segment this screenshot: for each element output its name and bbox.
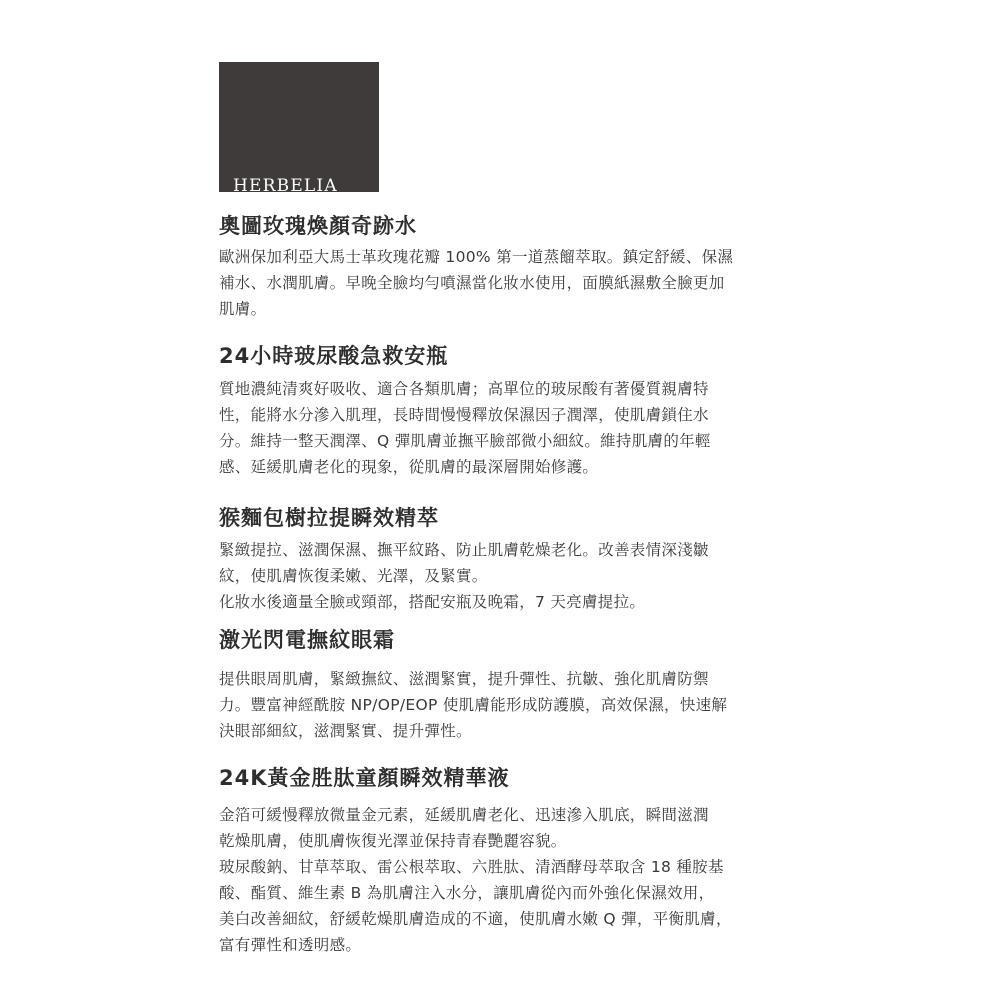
description-line: 紋，使肌膚恢復柔嫩、光澤，及緊實。 — [219, 567, 488, 585]
product-description — [219, 537, 809, 615]
description-line: 補水、水潤肌膚。早晚全臉均勻噴濕當化妝水使用，面膜紙濕敷全臉更加 — [219, 274, 725, 292]
product-description — [219, 802, 809, 958]
product-title: 奧圖玫瑰煥顏奇跡水 — [219, 214, 417, 238]
product-description — [219, 666, 809, 744]
description-line: 乾燥肌膚，使肌膚恢復光澤並保持青春艷麗容貌。 — [219, 832, 567, 850]
description-line: 提供眼周肌膚，緊緻撫紋、滋潤緊實，提升彈性、抗皺、強化肌膚防禦 — [219, 670, 709, 688]
product-description — [219, 376, 809, 480]
product-title: 激光閃電撫紋眼霜 — [219, 628, 395, 652]
description-line: 緊緻提拉、滋潤保濕、撫平紋路、防止肌膚乾燥老化。改善表情深淺皺 — [219, 541, 709, 559]
description-line: 酸、酯質、維生素 B 為肌膚注入水分，讓肌膚從內而外強化保濕效用， — [219, 884, 715, 902]
description-line: 質地濃純清爽好吸收、適合各類肌膚；高單位的玻尿酸有著優質親膚特 — [219, 380, 709, 398]
description-line: 歐洲保加利亞大馬士革玫瑰花瓣 100% 第一道蒸餾萃取。鎮定舒緩、保濕 — [219, 248, 734, 266]
description-line: 富有彈性和透明感。 — [219, 936, 362, 954]
product-section-gold-serum — [219, 764, 809, 958]
description-line: 感、延緩肌膚老化的現象，從肌膚的最深層開始修護。 — [219, 458, 599, 476]
product-title: 24K黃金胜肽童顏瞬效精華液 — [219, 766, 510, 790]
description-line: 化妝水後適量全臉或頸部，搭配安瓶及晚霜，7 天亮膚提拉。 — [219, 593, 646, 611]
product-title: 24小時玻尿酸急救安瓶 — [219, 344, 449, 368]
description-line: 金箔可緩慢釋放微量金元素，延緩肌膚老化、迅速滲入肌底，瞬間滋潤 — [219, 806, 709, 824]
product-section-rose-water — [219, 212, 809, 322]
description-line: 美白改善細紋，舒緩乾燥肌膚造成的不適，使肌膚水嫩 Q 彈，平衡肌膚， — [219, 910, 732, 928]
description-line: 分。維持一整天潤澤、Q 彈肌膚並撫平臉部微小細紋。維持肌膚的年輕 — [219, 432, 711, 450]
description-line: 玻尿酸鈉、甘草萃取、雷公根萃取、六胜肽、清酒酵母萃取含 18 種胺基 — [219, 858, 724, 876]
product-section-baobab-essence — [219, 504, 809, 615]
brand-logo-text: HERBELIA — [233, 178, 338, 192]
product-section-eye-cream — [219, 626, 809, 744]
description-line: 肌膚。 — [219, 300, 267, 318]
description-line: 決眼部細紋，滋潤緊實、提升彈性。 — [219, 722, 472, 740]
description-line: 力。豐富神經酰胺 NP/OP/EOP 使肌膚能形成防護膜，高效保濕，快速解 — [219, 696, 728, 714]
description-line: 性，能將水分滲入肌理，長時間慢慢釋放保濕因子潤澤，使肌膚鎖住水 — [219, 406, 709, 424]
product-description — [219, 244, 809, 322]
product-title: 猴麵包樹拉提瞬效精萃 — [219, 506, 439, 530]
brand-logo — [219, 62, 379, 192]
product-section-hyaluronic-ampoule — [219, 342, 809, 480]
